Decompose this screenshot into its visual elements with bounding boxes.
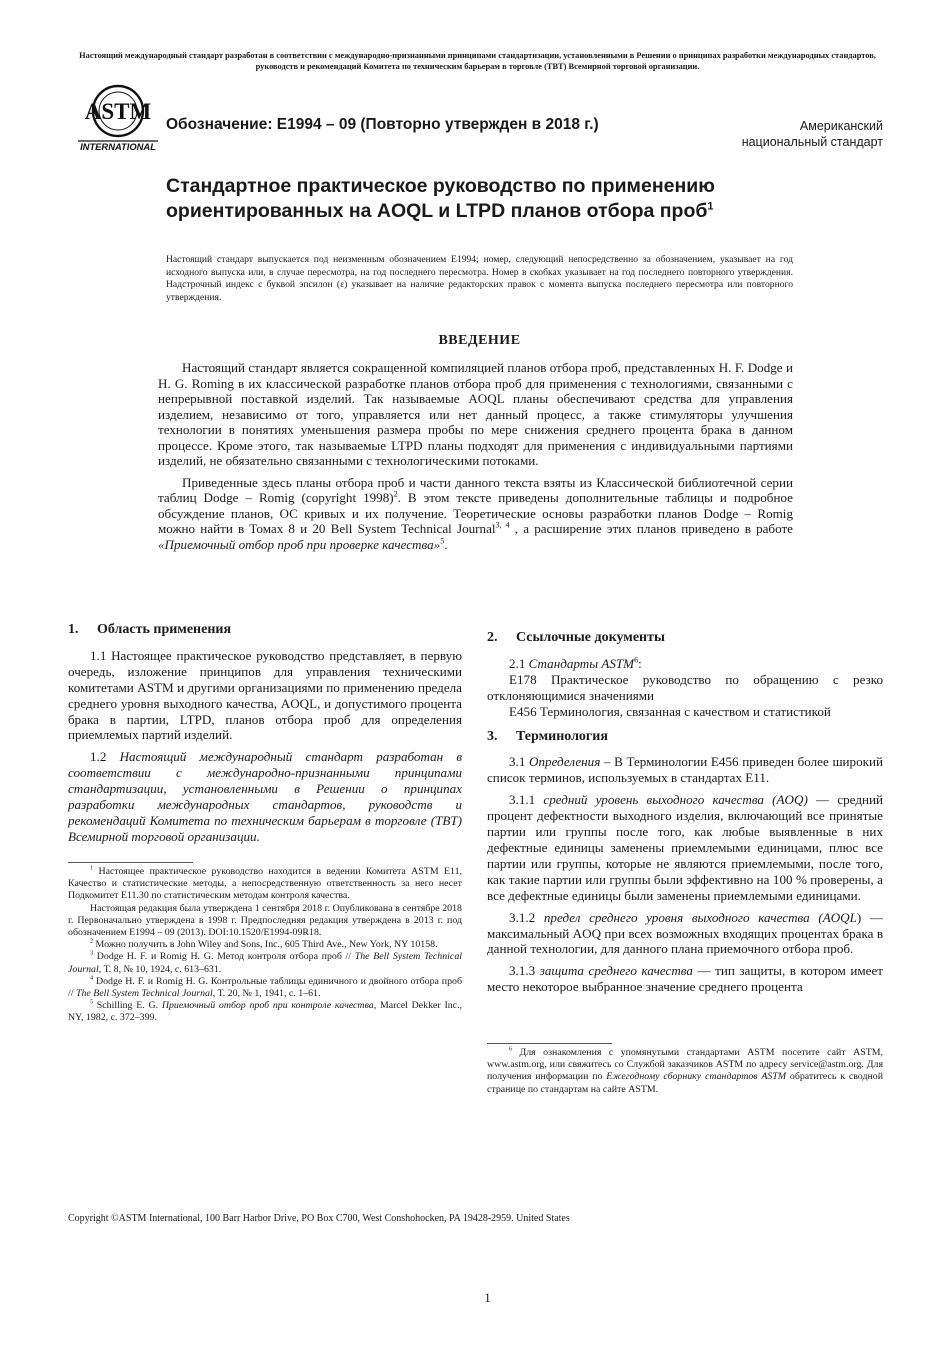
introduction-paragraph-1: Настоящий стандарт является сокращенной компиляцией планов отбора проб, представленных H. F. Dodge и H. G. Roming в их классической разработке планов отбора проб для применения с технологиями, связанными с непрерывной поставкой изделий. Так называемые AOQL планы обеспечивают средства для управления изделием, независимо от того, управляется или нет данный процесс, а также стимуляторы улучшения технологии в понятиях уменьшения размера пробы по мере снижения среднего процента брака в данном процессе. Кроме этого, так называемые LTPD планы подходят для применения с индивидуальными партиями изделий, не обязательно связанными с технологическими потоками.: [158, 360, 793, 468]
footnote-1-edition: Настоящая редакция была утверждена 1 сентября 2018 г. Опубликована в сентябре 2018 г. Первоначально утверждена в 1998 г. Предпоследняя редакция утверждена в 2013 г. под обозначением E1994 – 09 (2013). DOI:10.1520/E1994-09R18.: [68, 902, 462, 939]
introduction-body: [158, 360, 793, 558]
document-title: [166, 174, 846, 224]
right-footnotes: [487, 1047, 883, 1096]
title-line2: ориентированных на AOQL и LTPD планов отбора проб: [166, 200, 708, 222]
page-number: 1: [484, 1290, 491, 1305]
designation: Обозначение: E1994 – 09 (Повторно утвержден в 2018 г.): [166, 116, 599, 133]
paragraph-2-1: 2.1 Стандарты ASTM$^6$:: [509, 655, 642, 671]
footnote-3: $^3$ Dodge H. F. и Romig H. G. Метод контроля отбора проб // The Bell System Technical Journal, Т. 8, № 10, 1924, с. 613–631.: [68, 951, 462, 975]
national-standard-line2: национальный стандарт: [741, 135, 883, 149]
footnote-4: $^4$ Dodge H. F. и Romig H. G. Контрольные таблицы единичного и двойного отбора проб // The Bell System Technical Journal, Т. 20, № 1, 1941, с. 1–61.: [68, 975, 462, 1000]
reference-e456: E456 Терминология, связанная с качеством и статистикой: [509, 703, 831, 719]
astm-logo-icon: [76, 84, 160, 154]
paragraph-3-1-3: 3.1.3 защита среднего качества — тип защиты, в котором имеет место некоторое выбранное значение среднего процента: [487, 963, 883, 995]
introduction-heading: ВВЕДЕНИЕ: [438, 333, 521, 348]
reference-e178: E178 Практическое руководство по обращению с резко отклоняющимися значениями: [487, 671, 883, 703]
paragraph-1-1: 1.1 Настоящее практическое руководство представляет, в первую очередь, изложение принципов для управления техническими комитетами ASTM и другими организациями по применению предела среднего уровня выходного качества, AOQL, и допустимого процента брака в партии, LTPD, планов отбора проб для определения приемлемых партий изделий.: [68, 647, 462, 743]
left-column: [68, 622, 462, 845]
section-2-heading: 2. Ссылочные документы: [487, 630, 665, 645]
footnote-divider-left: [68, 862, 193, 863]
issue-note: Настоящий стандарт выпускается под неизменным обозначением E1994; номер, следующий непосредственно за обозначением, указывает на год исходного выпуска или, в случае пересмотра, на год последнего пересмотра. Номер в скобках указывает на год последнего повторного утверждения. Надстрочный индекс с буквой эпсилон (ε) указывает на наличие редакторских правок с момента выпуска последнего пересмотра или повторного утверждения.: [166, 254, 793, 303]
section-1-heading: 1. Область применения: [68, 622, 232, 637]
copyright-line: Copyright ©ASTM International, 100 Barr Harbor Drive, PO Box C700, West Conshohocken, PA 19428-2959. United States: [68, 1213, 570, 1224]
introduction-paragraph-2: Приведенные здесь планы отбора проб и части данного текста взяты из Классической библиотечной серии таблиц Dodge – Romig (copyright 1998)$^2$. В этом тексте приведены дополнительные таблицы и подробное обсуждение планов, ОС кривых и их получение. Теоретические основы разработки планов Dodge – Romig можно найти в Томах 8 и 20 Bell System Technical Journal$^{3, 4}$ , а расширение этих планов приведено в работе «Приемочный отбор проб при проверке качества»$^5$.: [158, 474, 793, 552]
logo-letters: ASTM: [84, 99, 152, 124]
top-notice: Настоящий международный стандарт разработан в соответствии с международно-признанными принципами стандартизации, установленными в Решении о принципах разработки международных стандартов, руководств и рекомендаций Комитета по техническим барьерам в торговле (TBT) Всемирной торговой организации.: [79, 51, 876, 71]
right-column: [487, 630, 883, 995]
paragraph-3-1-2: 3.1.2 предел среднего уровня выходного качества (AOQL) — максимальный AOQ при всех возможных входящих процентах брака в данной технологии, для данного плана приемочного отбора проб.: [487, 909, 884, 957]
footnote-2: $^2$ Можно получить в John Wiley and Sons, Inc., 605 Third Ave., New York, NY 10158.: [90, 938, 438, 951]
footnote-6: $^6$ Для ознакомления с упомянутыми стандартами ASTM посетите сайт ASTM, www.astm.org, или свяжитесь со Службой заказчиков ASTM по адресу service@astm.org. Для получения информации по Ежегодному сборнику стандартов ASTM обратитесь к сводной странице по стандартам на сайте ASTM.: [487, 1046, 883, 1095]
footnote-divider-right: [487, 1043, 612, 1044]
paragraph-3-1: 3.1 Определения – В Терминологии E456 приведен более широкий список терминов, используемых в стандартах E11.: [487, 754, 883, 786]
title-footnote-ref: 1: [707, 200, 714, 213]
national-standard-line1: Американский: [799, 119, 883, 133]
section-3-heading: 3. Терминология: [487, 728, 608, 744]
left-footnotes: [68, 866, 462, 1025]
logo-subtitle: INTERNATIONAL: [80, 141, 156, 152]
astm-logo: [76, 84, 160, 154]
paragraph-1-2: 1.2 Настоящий международный стандарт разработан в соответствии с международно-признанными принципами стандартизации, установленными в Решении о принципах разработки международных стандартов, руководств и рекомендаций Комитета по техническим барьерам в торговле (TBT) Всемирной торговой организации.: [68, 749, 463, 844]
footnote-5: $^5$ Schilling E. G. Приемочный отбор проб при контроле качества, Marcel Dekker Inc., NY, 1982, с. 372–399.: [68, 999, 463, 1024]
national-standard-label: [725, 118, 883, 150]
paragraph-3-1-1: 3.1.1 средний уровень выходного качества (AOQ) — средний процент дефектности выходного изделия, включающий все принятые партии или группы после того, как любые выявленные в них дефектные единицы заменены приемлемыми единицами, плюс все партии или группы, которые не являются приемлемыми, после того, как такие партии или группы были эффективно на 100 % проверены, а все дефектные единицы были заменены приемлемыми единицами.: [487, 792, 884, 903]
title-line1: Стандартное практическое руководство по применению: [166, 175, 715, 197]
footnote-1: $^1$ Настоящее практическое руководство находится в ведении Комитета ASTM E11, Качество и статистические методы, а непосредственную ответственность за него несет Подкомитет E11.30 по статистическим методам контроля качества.: [68, 865, 462, 902]
